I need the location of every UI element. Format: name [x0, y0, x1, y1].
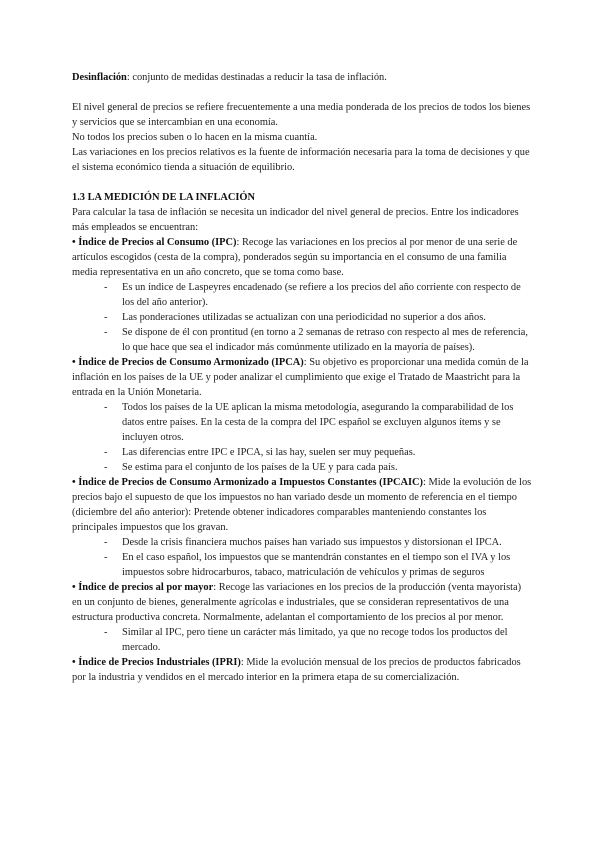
intro-paragraph-3: Las variaciones en los precios relativos es la fuente de información necesaria para la toma de decisiones y que el sistema económico tienda a situación de equilibrio.: [72, 147, 530, 173]
list-item: - Todos los países de la UE aplican la misma metodología, asegurando la comparabilidad de los datos entre países. En la cesta de la compra del IPC español se excluyen algunos ítems y se incluyen otros.: [88, 400, 532, 445]
list-item: - Similar al IPC, pero tiene un carácter más limitado, ya que no recoge todos los productos del mercado.: [88, 625, 532, 655]
intro-paragraph-1: El nivel general de precios se refiere frecuentemente a una media ponderada de los precios de todos los bienes y servicios que se intercambian en una economía.: [72, 102, 531, 128]
index-ipc: [72, 235, 532, 280]
index-ipca-points: [72, 400, 532, 475]
index-ipri: [72, 655, 532, 685]
index-ipc-title: • Índice de Precios al Consumo (IPC): [72, 237, 237, 248]
index-ipc-points: [72, 280, 532, 355]
index-ipca: [72, 355, 532, 400]
desinflacion-term: Desinflación: [72, 72, 127, 83]
index-ipcaic: [72, 475, 532, 535]
list-item: - Las ponderaciones utilizadas se actualizan con una periodicidad no superior a dos años.: [88, 310, 532, 325]
section-title: 1.3 LA MEDICIÓN DE LA INFLACIÓN: [72, 192, 256, 203]
intro-paragraph-2: No todos los precios suben o lo hacen en la misma cuantía.: [72, 132, 318, 143]
index-wholesale-title: • Índice de precios al por mayor: [72, 582, 214, 593]
list-item: - Se estima para el conjunto de los países de la UE y para cada país.: [88, 460, 532, 475]
index-ipcaic-text: : Mide la evolución de los precios bajo el supuesto de que los impuestos no han variado desde un momento de referencia en el tiempo (diciembre del año anterior): Pretende obtener indicadores comparables manteniendo constantes los principales impuestos que los gravan.: [72, 477, 532, 533]
index-ipcaic-title: • Índice de Precios de Consumo Armonizado a Impuestos Constantes (IPCAIC): [72, 477, 423, 488]
index-wholesale-points: [72, 625, 532, 655]
desinflacion-text: : conjunto de medidas destinadas a reducir la tasa de inflación.: [126, 72, 387, 83]
index-ipca-text: : Su objetivo es proporcionar una medida común de la inflación en los países de la UE y poder analizar el cumplimiento que exige el Tratado de Maastricht para la entrada en la Unión Monetaria.: [72, 357, 529, 398]
index-ipc-text: : Recoge las variaciones en los precios al por menor de una serie de artículos escogidos (cesta de la compra), ponderados según su importancia en el consumo de una familia media representativa en un año concreto, que se toma como base.: [72, 237, 518, 278]
section-intro: Para calcular la tasa de inflación se necesita un indicador del nivel general de precios. Entre los indicadores más empleados se encuentran:: [72, 207, 519, 233]
list-item: - Es un índice de Laspeyres encadenado (se refiere a los precios del año corriente con respecto de los del año anterior).: [88, 280, 532, 310]
list-item: - En el caso español, los impuestos que se mantendrán constantes en el tiempo son el IVA y los impuestos sobre hidrocarburos, tabaco, matriculación de vehículos y primas de seguros: [88, 550, 532, 580]
list-item: - Se dispone de él con prontitud (en torno a 2 semanas de retraso con respecto al mes de referencia, lo que hace que sea el indicador más comúnmente utilizado en la mayoría de países).: [88, 325, 532, 355]
index-ipri-title: • Índice de Precios Industriales (IPRI): [72, 657, 241, 668]
index-wholesale-text: : Recoge las variaciones en los precios de la producción (venta mayorista) en un conjunto de bienes, generalmente agrícolas e industriales, que se consideran representativos de una estructura productiva concreta. Normalmente, adelantan el comportamiento de los precios al por menor.: [72, 582, 522, 623]
desinflacion-definition: [72, 70, 532, 85]
index-ipca-title: • Índice de Precios de Consumo Armonizado (IPCA): [72, 357, 304, 368]
document-page: [72, 70, 532, 685]
index-ipcaic-points: [72, 535, 532, 580]
list-item: - Desde la crisis financiera muchos países han variado sus impuestos y distorsionan el IPCA.: [88, 535, 532, 550]
index-wholesale: [72, 580, 532, 625]
list-item: - Las diferencias entre IPC e IPCA, si las hay, suelen ser muy pequeñas.: [88, 445, 532, 460]
index-ipri-text: : Mide la evolución mensual de los precios de productos fabricados por la industria y vendidos en el mercado interior en la primera etapa de su comercialización.: [72, 657, 521, 683]
